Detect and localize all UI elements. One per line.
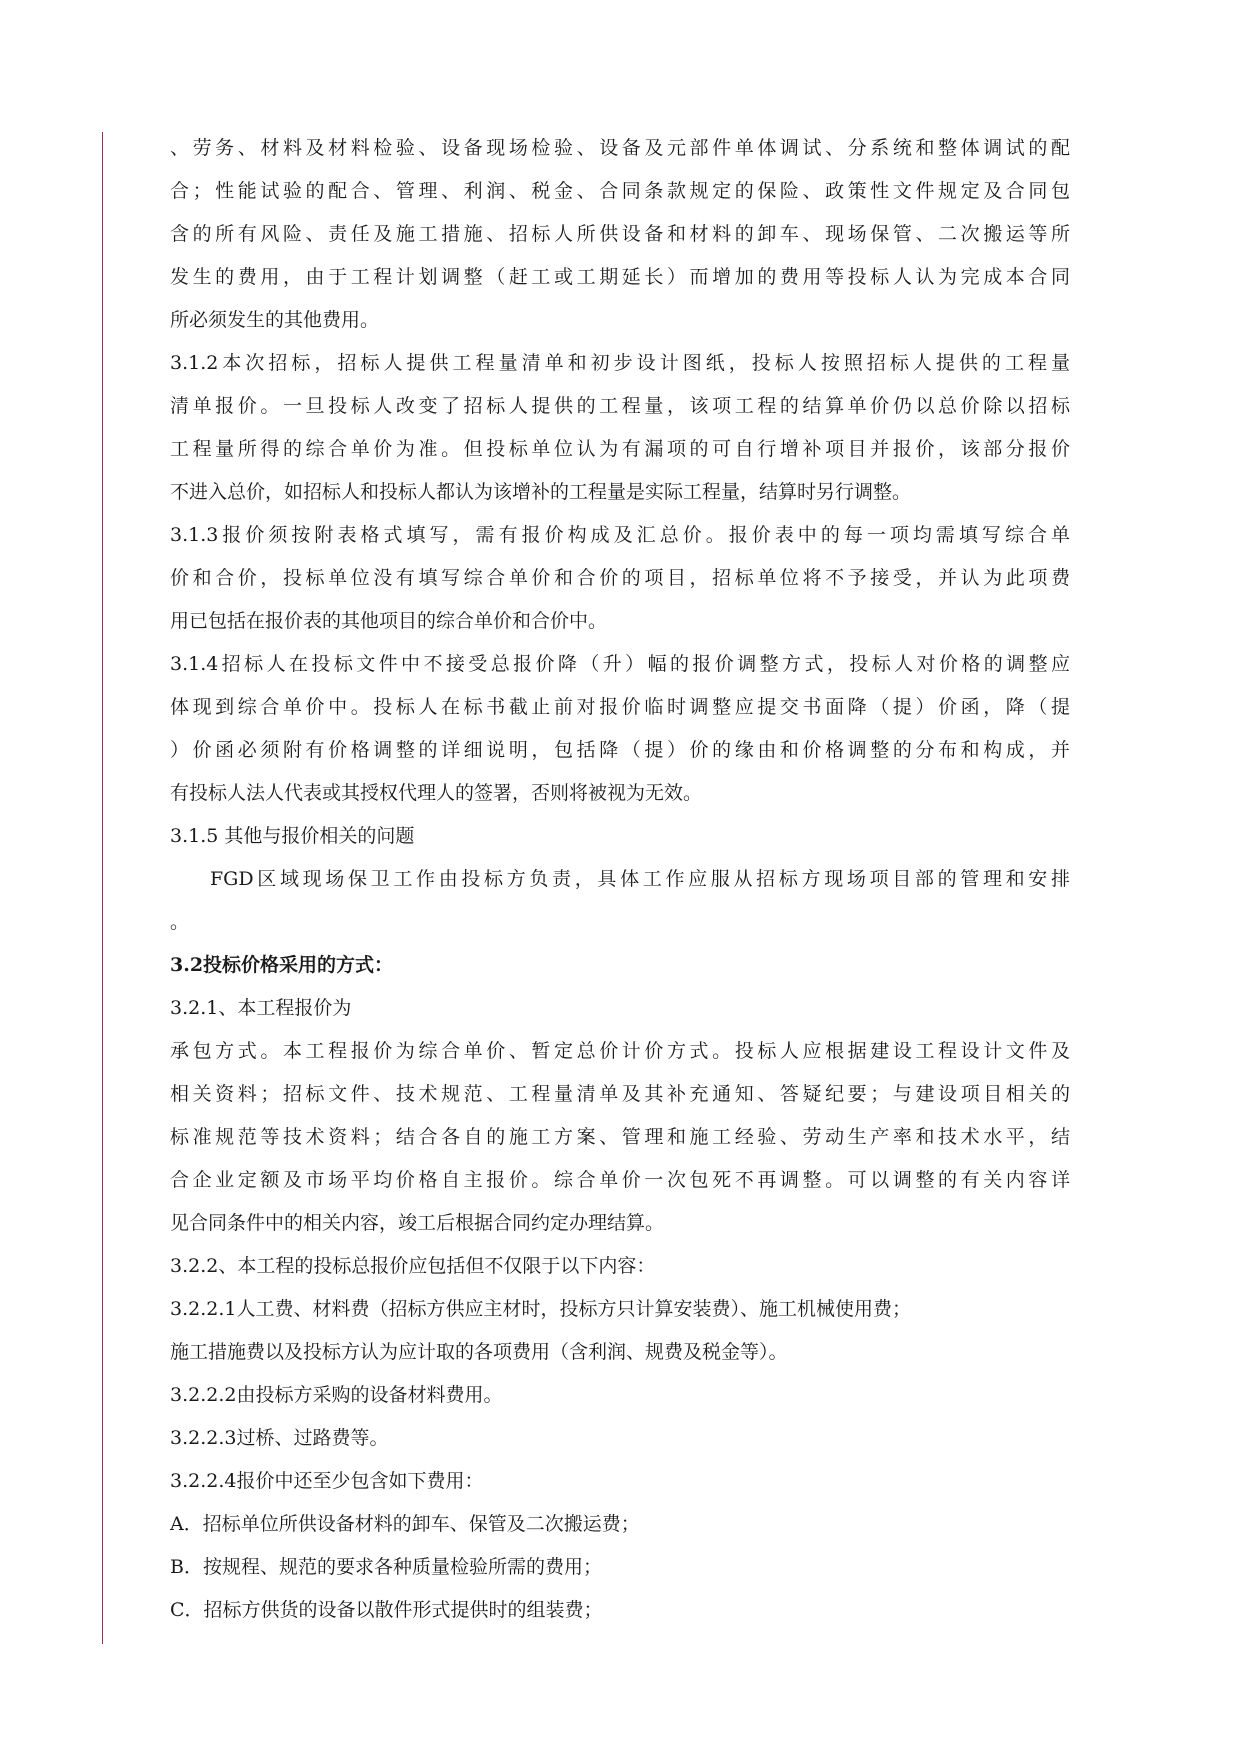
clause-3-2-1-heading: 3.2.1、本工程报价为 bbox=[170, 997, 352, 1019]
clause-3-1-2-line: 工程量所得的综合单价为准。但投标单位认为有漏项的可自行增补项目并报价，该部分报价 bbox=[170, 438, 1070, 460]
clause-3-1-5-line: 。 bbox=[170, 911, 190, 933]
document-body bbox=[170, 127, 1070, 1632]
clause-3-2-2-1-line: 3.2.2.1人工费、材料费（招标方供应主材时，投标方只计算安装费）、施工机械使用费； bbox=[170, 1298, 911, 1320]
clause-3-2-2-2-line: 3.2.2.2由投标方采购的设备材料费用。 bbox=[170, 1384, 503, 1406]
clause-3-1-4-line: 3.1.4招标人在投标文件中不接受总报价降（升）幅的报价调整方式，投标人对价格的调整应 bbox=[170, 653, 1070, 675]
clause-3-1-3-line: 3.1.3报价须按附表格式填写，需有报价构成及汇总价。报价表中的每一项均需填写综合单 bbox=[170, 524, 1070, 546]
clause-3-1-5-line: FGD区域现场保卫工作由投标方负责，具体工作应服从招标方现场项目部的管理和安排 bbox=[210, 868, 1070, 890]
clause-3-2-1-line: 相关资料；招标文件、技术规范、工程量清单及其补充通知、答疑纪要；与建设项目相关的 bbox=[170, 1083, 1070, 1105]
paragraph-line: 含的所有风险、责任及施工措施、招标人所供设备和材料的卸车、现场保管、二次搬运等所 bbox=[170, 223, 1070, 245]
clause-3-1-4-line: 有投标人法人代表或其授权代理人的签署，否则将被视为无效。 bbox=[170, 782, 703, 804]
clause-3-2-2-1-line: 施工措施费以及投标方认为应计取的各项费用（含利润、规费及税金等）。 bbox=[170, 1341, 788, 1363]
clause-3-1-3-line: 用已包括在报价表的其他项目的综合单价和合价中。 bbox=[170, 610, 608, 632]
clause-3-2-1-line: 合企业定额及市场平均价格自主报价。综合单价一次包死不再调整。可以调整的有关内容详 bbox=[170, 1169, 1070, 1191]
section-3-2-heading: 3.2投标价格采用的方式： bbox=[170, 954, 394, 976]
list-item-a: A．招标单位所供设备材料的卸车、保管及二次搬运费； bbox=[170, 1513, 640, 1535]
clause-3-1-3-line: 价和合价，投标单位没有填写综合单价和合价的项目，招标单位将不予接受，并认为此项费 bbox=[170, 567, 1070, 589]
clause-3-1-4-line: 体现到综合单价中。投标人在标书截止前对报价临时调整应提交书面降（提）价函，降（提 bbox=[170, 696, 1070, 718]
margin-rule bbox=[102, 132, 103, 1644]
clause-3-1-2-line: 清单报价。一旦投标人改变了招标人提供的工程量，该项工程的结算单价仍以总价除以招标 bbox=[170, 395, 1070, 417]
clause-3-1-4-line: ）价函必须附有价格调整的详细说明，包括降（提）价的缘由和价格调整的分布和构成，并 bbox=[170, 739, 1070, 761]
clause-3-2-2-3-line: 3.2.2.3过桥、过路费等。 bbox=[170, 1427, 389, 1449]
paragraph-line: 所必须发生的其他费用。 bbox=[170, 309, 380, 331]
clause-3-1-5-heading: 3.1.5 其他与报价相关的问题 bbox=[170, 825, 415, 847]
clause-3-2-1-line: 标准规范等技术资料；结合各自的施工方案、管理和施工经验、劳动生产率和技术水平，结 bbox=[170, 1126, 1070, 1148]
clause-3-2-1-line: 承包方式。本工程报价为综合单价、暂定总价计价方式。投标人应根据建设工程设计文件及 bbox=[170, 1040, 1070, 1062]
clause-3-2-2-4-line: 3.2.2.4报价中还至少包含如下费用： bbox=[170, 1470, 484, 1492]
clause-3-1-2-line: 3.1.2本次招标，招标人提供工程量清单和初步设计图纸，投标人按照招标人提供的工程量 bbox=[170, 352, 1070, 374]
clause-3-1-2-line: 不进入总价，如招标人和投标人都认为该增补的工程量是实际工程量，结算时另行调整。 bbox=[170, 481, 912, 503]
paragraph-line: 、劳务、材料及材料检验、设备现场检验、设备及元部件单体调试、分系统和整体调试的配 bbox=[170, 137, 1070, 159]
paragraph-line: 合；性能试验的配合、管理、利润、税金、合同条款规定的保险、政策性文件规定及合同包 bbox=[170, 180, 1070, 202]
list-item-b: B．按规程、规范的要求各种质量检验所需的费用； bbox=[170, 1556, 602, 1578]
list-item-c: C．招标方供货的设备以散件形式提供时的组装费； bbox=[170, 1599, 603, 1621]
paragraph-line: 发生的费用，由于工程计划调整（赶工或工期延长）而增加的费用等投标人认为完成本合同 bbox=[170, 266, 1070, 288]
clause-3-2-1-line: 见合同条件中的相关内容，竣工后根据合同约定办理结算。 bbox=[170, 1212, 665, 1234]
clause-3-2-2-heading: 3.2.2、本工程的投标总报价应包括但不仅限于以下内容： bbox=[170, 1255, 656, 1277]
